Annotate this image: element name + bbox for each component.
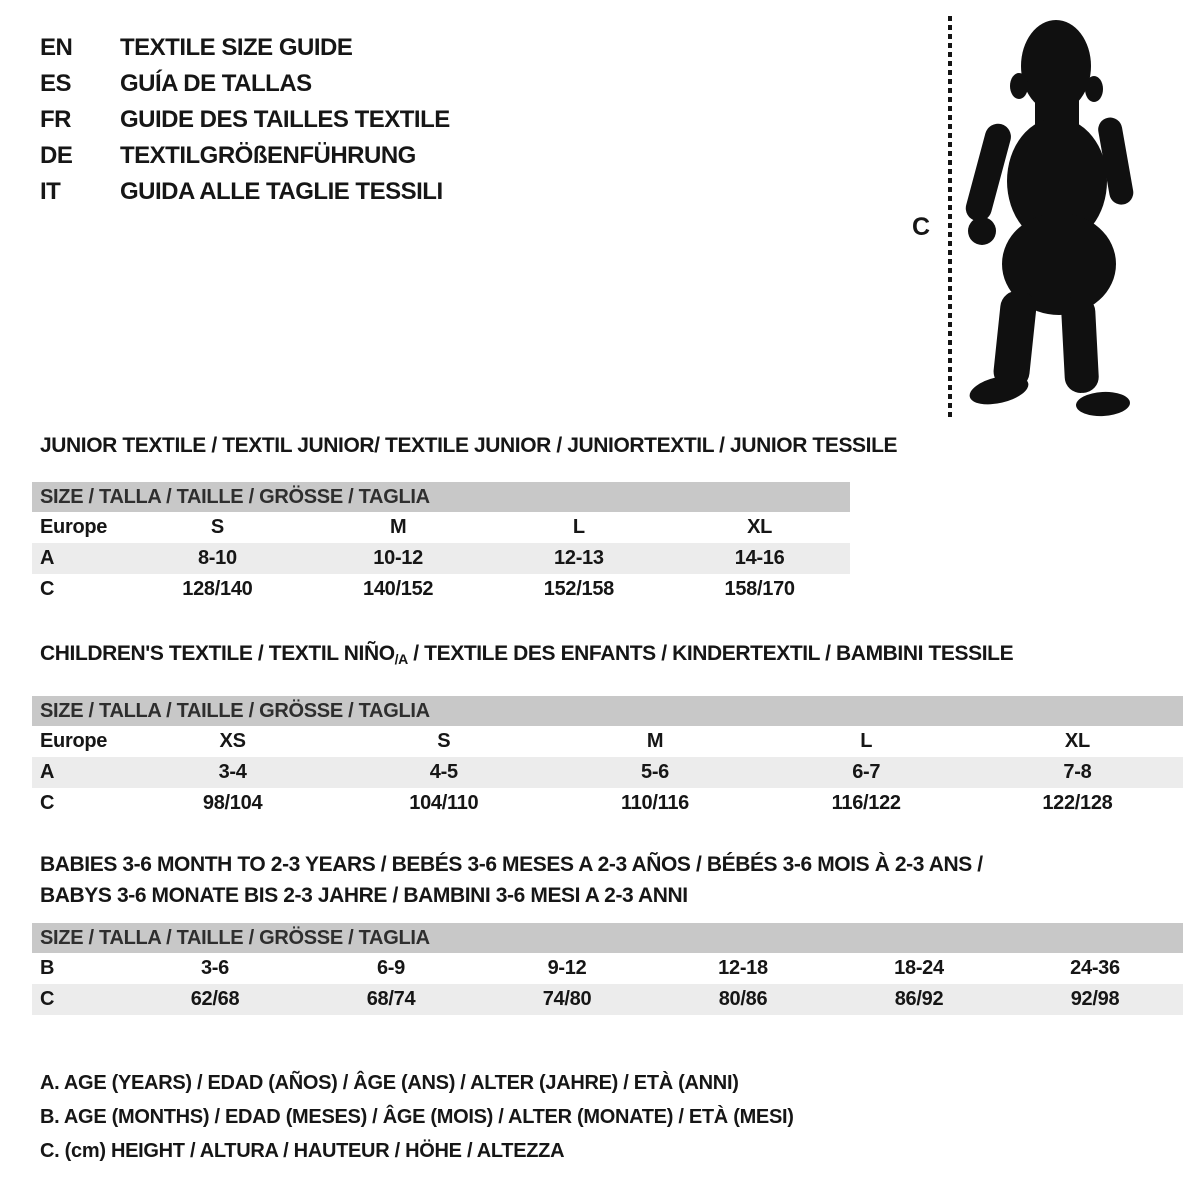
table-cell: S — [210, 516, 224, 538]
table-cell: L — [572, 516, 585, 538]
language-row-it — [40, 174, 450, 210]
row-label: C — [40, 792, 55, 814]
table-cell: 122/128 — [1042, 792, 1113, 814]
table-header-bar: SIZE / TALLA / TAILLE / GRÖSSE / TAGLIA — [32, 696, 1183, 726]
toddler-silhouette-icon — [955, 16, 1140, 421]
table-cell: XS — [219, 730, 246, 752]
row-label: Europe — [40, 516, 108, 538]
size-table — [32, 696, 1183, 819]
table-cell: XL — [747, 516, 773, 538]
guide-title: GUIDA ALLE TAGLIE TESSILI — [120, 178, 443, 205]
guide-title: TEXTILE SIZE GUIDE — [120, 34, 353, 61]
table-cell: M — [646, 730, 664, 752]
table-cell: 18-24 — [894, 957, 944, 979]
table-cell: 98/104 — [202, 792, 263, 814]
row-label: A — [40, 547, 55, 569]
guide-title: GUIDE DES TAILLES TEXTILE — [120, 106, 450, 133]
table-cell: 6-9 — [376, 957, 405, 979]
table-cell: 110/116 — [621, 792, 689, 814]
table-cell: 68/74 — [366, 988, 416, 1010]
size-table — [32, 923, 1183, 1015]
table-cell: L — [860, 730, 873, 752]
language-code: IT — [40, 178, 61, 205]
table-cell: 140/152 — [363, 578, 434, 600]
legend-line: A. AGE (YEARS) / EDAD (AÑOS) / ÂGE (ANS) / ALTER (JAHRE) / ETÀ (ANNI) — [40, 1072, 739, 1094]
section-junior-textile — [32, 430, 898, 605]
table-row-a — [32, 757, 1183, 788]
row-label: C — [40, 988, 55, 1010]
row-label: B — [40, 957, 55, 979]
table-cell: 3-4 — [218, 761, 247, 783]
table-cell: 104/110 — [409, 792, 479, 814]
section-title-segment: / TEXTILE DES ENFANTS / KINDERTEXTIL / BAMBINI TESSILE — [407, 642, 1014, 665]
table-cell: 24-36 — [1070, 957, 1120, 979]
language-code: FR — [40, 106, 71, 133]
table-cell: 158/170 — [724, 578, 795, 600]
row-label: C — [40, 578, 55, 600]
table-cell: 62/68 — [190, 988, 240, 1010]
table-row-c — [32, 574, 850, 605]
table-cell: 92/98 — [1070, 988, 1120, 1010]
section-childrens-textile — [32, 638, 1183, 819]
legend-line: C. (cm) HEIGHT / ALTURA / HAUTEUR / HÖHE / ALTEZZA — [40, 1140, 565, 1162]
section-babies-textile — [32, 849, 1183, 1015]
measurement-legend — [40, 1066, 794, 1168]
table-row-c — [32, 984, 1183, 1015]
table-cell: 86/92 — [894, 988, 944, 1010]
table-header-bar: SIZE / TALLA / TAILLE / GRÖSSE / TAGLIA — [32, 923, 1183, 953]
row-label: Europe — [40, 730, 108, 752]
guide-title: TEXTILGRÖßENFÜHRUNG — [120, 142, 416, 169]
table-row-c — [32, 788, 1183, 819]
table-cell: 7-8 — [1063, 761, 1092, 783]
table-cell: 10-12 — [373, 547, 423, 569]
language-row-en — [40, 30, 450, 66]
section-title: JUNIOR TEXTILE / TEXTIL JUNIOR/ TEXTILE JUNIOR / JUNIORTEXTIL / JUNIOR TESSILE — [40, 434, 898, 457]
table-cell: S — [437, 730, 451, 752]
table-cell: 5-6 — [641, 761, 670, 783]
language-title-block — [40, 30, 450, 210]
height-measure-dashed-line — [948, 16, 952, 418]
table-cell: 9-12 — [547, 957, 587, 979]
table-cell: 3-6 — [200, 957, 229, 979]
language-code: ES — [40, 70, 72, 97]
section-title: BABYS 3-6 MONATE BIS 2-3 JAHRE / BAMBINI 3-6 MESI A 2-3 ANNI — [40, 884, 688, 907]
table-cell: 8-10 — [197, 547, 237, 569]
table-cell: 80/86 — [718, 988, 768, 1010]
table-cell: 6-7 — [852, 761, 881, 783]
section-title: BABIES 3-6 MONTH TO 2-3 YEARS / BEBÉS 3-6 MESES A 2-3 AÑOS / BÉBÉS 3-6 MOIS À 2-3 ANS / — [40, 853, 983, 876]
table-row-europe — [32, 726, 1183, 757]
table-cell: 12-18 — [718, 957, 768, 979]
language-code: EN — [40, 34, 73, 61]
guide-title: GUÍA DE TALLAS — [120, 70, 312, 97]
table-row-europe — [32, 512, 850, 543]
table-row-a — [32, 543, 850, 574]
table-cell: 4-5 — [429, 761, 458, 783]
table-header-bar: SIZE / TALLA / TAILLE / GRÖSSE / TAGLIA — [32, 482, 850, 512]
language-code: DE — [40, 142, 73, 169]
language-row-fr — [40, 102, 450, 138]
section-title — [32, 638, 1183, 675]
table-cell: 152/158 — [543, 578, 614, 600]
table-cell: M — [389, 516, 407, 538]
section-title-segment: CHILDREN'S TEXTILE / TEXTIL NIÑO — [40, 642, 395, 665]
table-cell: 12-13 — [554, 547, 604, 569]
language-row-es — [40, 66, 450, 102]
size-table — [32, 482, 850, 605]
language-row-de — [40, 138, 450, 174]
table-cell: XL — [1064, 730, 1090, 752]
table-cell: 116/122 — [831, 792, 901, 814]
table-row-b — [32, 953, 1183, 984]
height-measure-label: C — [912, 213, 931, 241]
table-cell: 74/80 — [542, 988, 592, 1010]
table-cell: 14-16 — [734, 547, 785, 569]
row-label: A — [40, 761, 55, 783]
section-title-subscript: /A — [394, 651, 408, 667]
table-cell: 128/140 — [182, 578, 253, 600]
legend-line: B. AGE (MONTHS) / EDAD (MESES) / ÂGE (MOIS) / ALTER (MONATE) / ETÀ (MESI) — [40, 1106, 794, 1128]
